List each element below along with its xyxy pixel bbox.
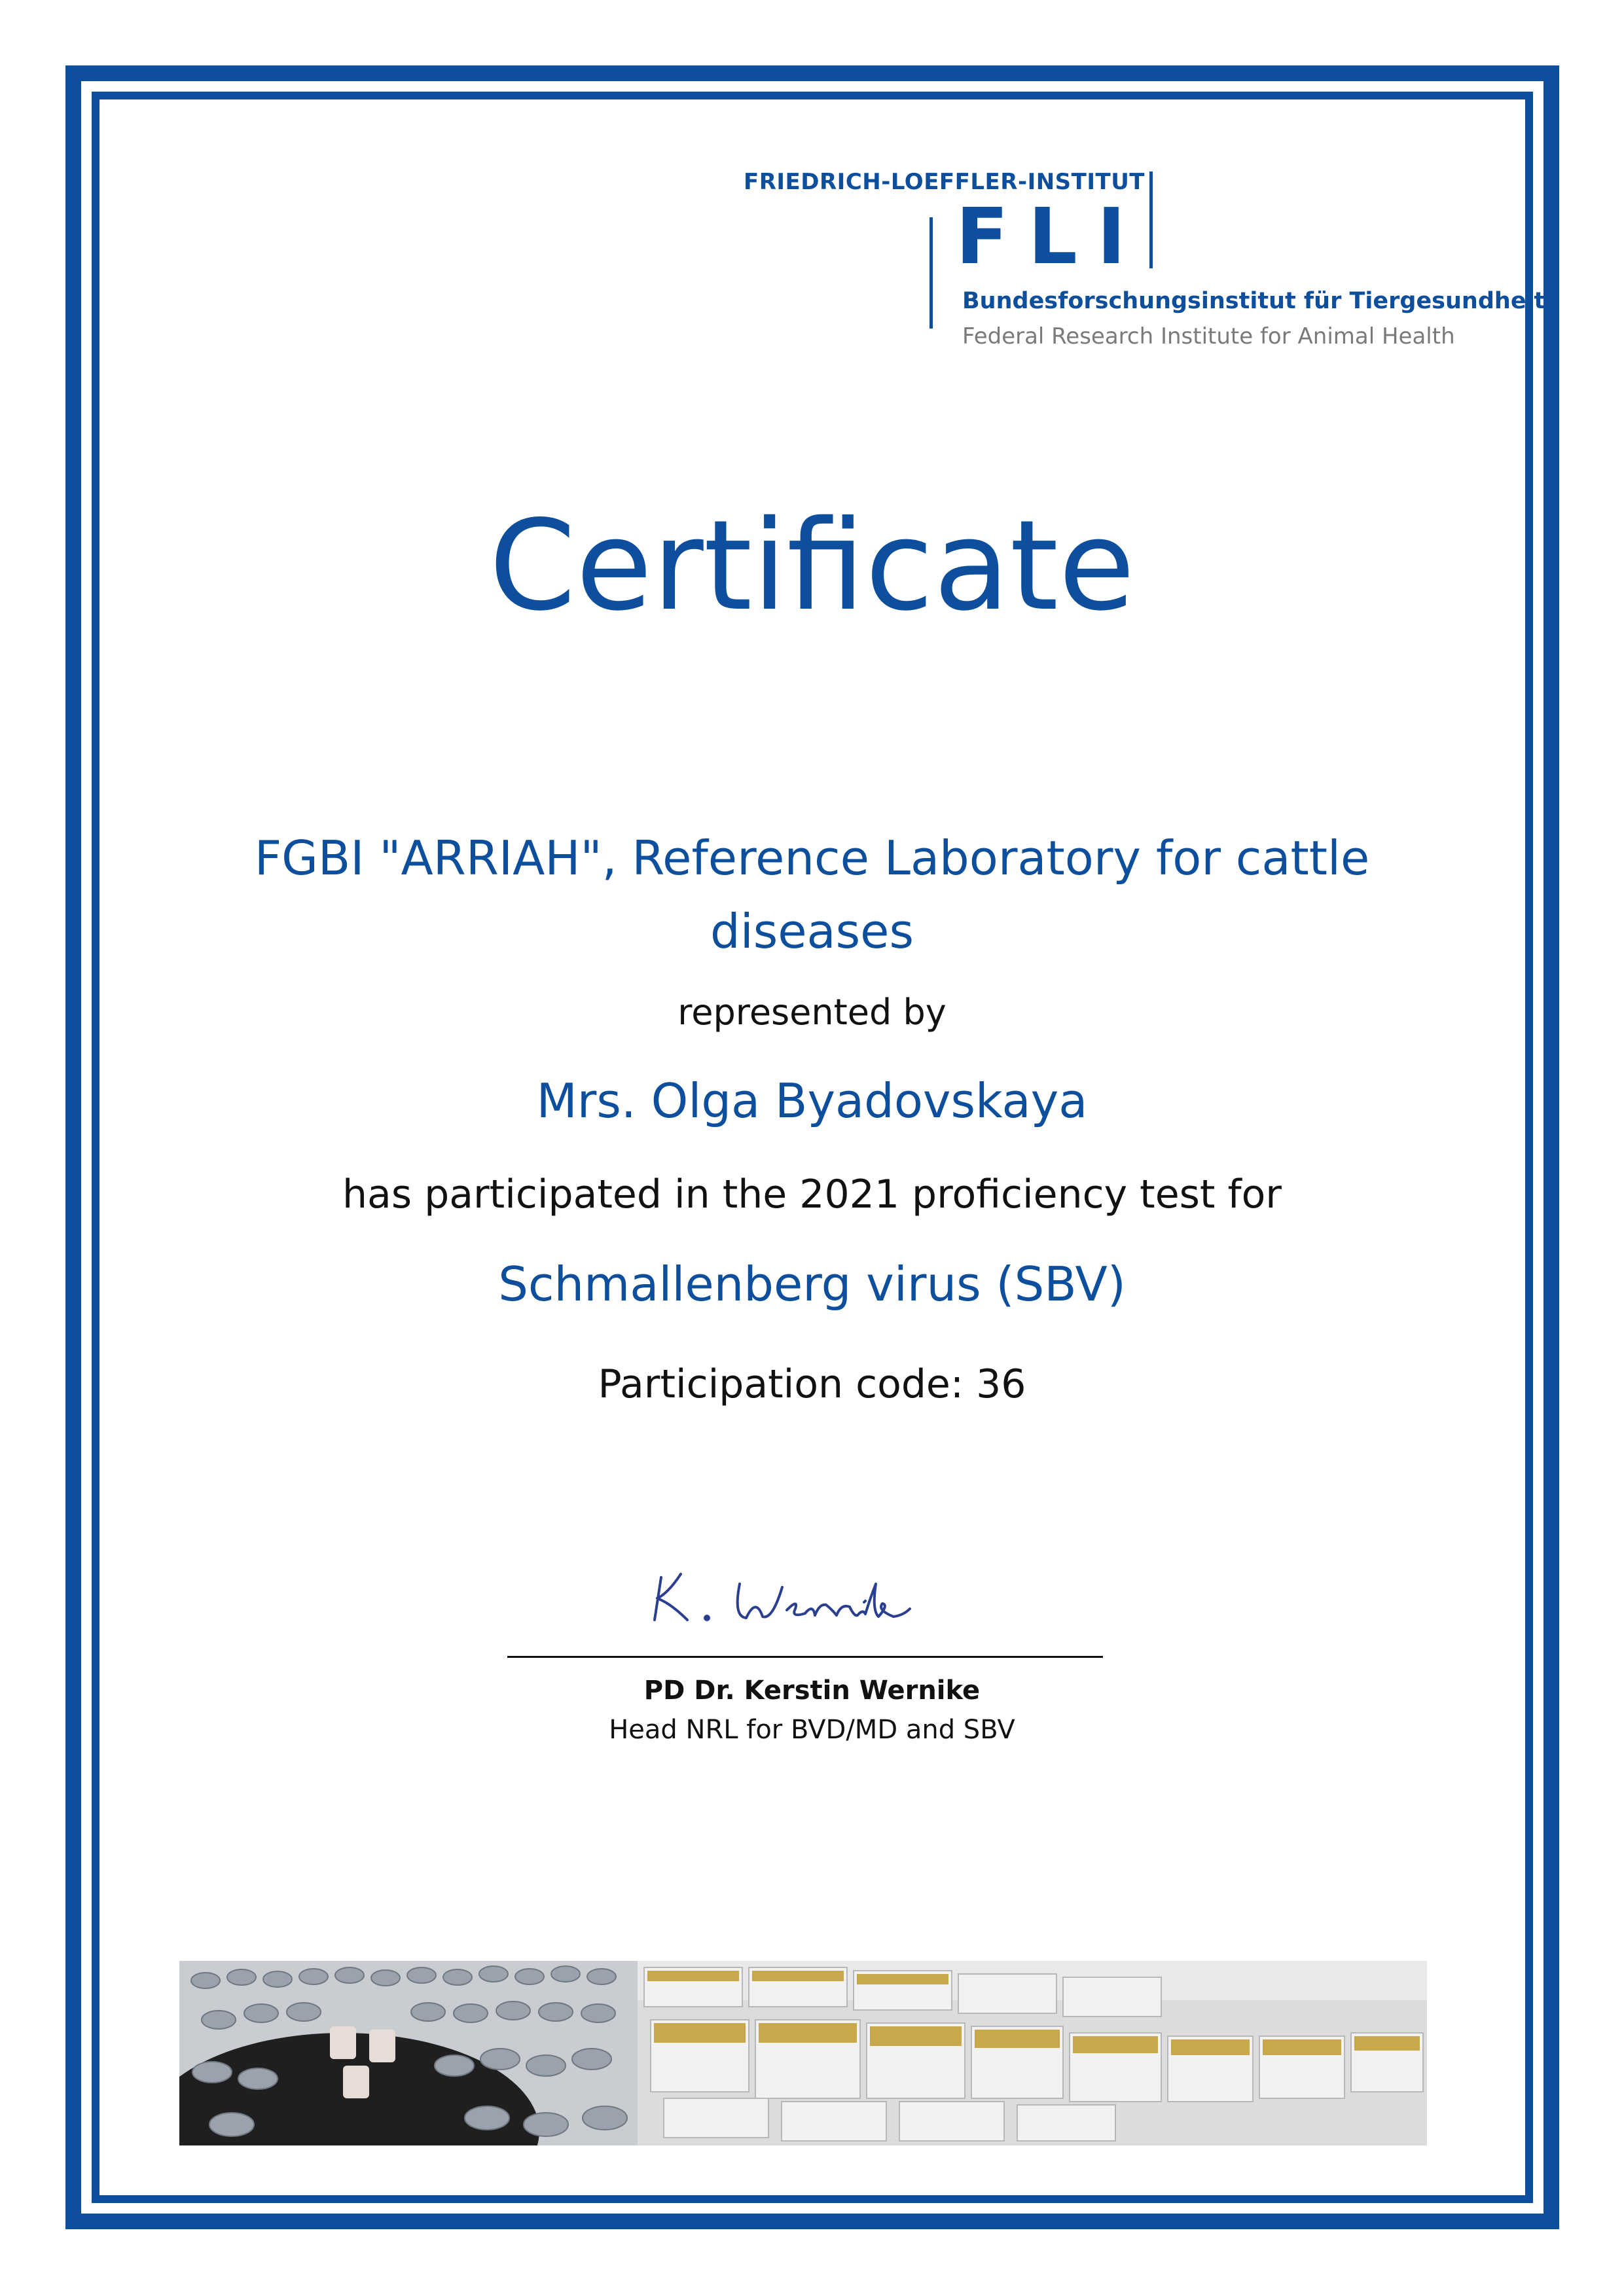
certificate-title: Certificate — [489, 493, 1135, 638]
sample-racks-photo — [638, 1961, 1427, 2145]
signature-line — [507, 1656, 1103, 1658]
participation-statement: has participated in the 2021 proficiency test for — [342, 1172, 1282, 1217]
fli-logo — [740, 157, 1545, 367]
laboratory-photo-strip — [179, 1961, 1427, 2145]
participant-name: Mrs. Olga Byadovskaya — [536, 1073, 1088, 1128]
represented-by-label: represented by — [677, 992, 947, 1033]
logo-institute-name: FRIEDRICH-LOEFFLER-INSTITUT — [744, 169, 1145, 195]
signer-name: PD Dr. Kerstin Wernike — [643, 1676, 981, 1706]
logo-right-bar — [1149, 171, 1153, 268]
disease-name: Schmallenberg virus (SBV) — [498, 1257, 1126, 1312]
inner-border — [92, 92, 1533, 2203]
signer-role: Head NRL for BVD/MD and SBV — [609, 1715, 1015, 1745]
handwritten-signature — [641, 1558, 969, 1636]
logo-acronym: FLI — [956, 191, 1146, 281]
logo-english-name: Federal Research Institute for Animal Health — [962, 323, 1455, 350]
logo-german-name: Bundesforschungsinstitut für Tiergesundheit — [962, 288, 1545, 314]
vials-photo — [179, 1961, 638, 2145]
participation-code: Participation code: 36 — [598, 1361, 1026, 1407]
logo-left-bar — [929, 217, 933, 329]
laboratory-name: FGBI "ARRIAH", Reference Laboratory for cattle diseases — [254, 831, 1370, 959]
